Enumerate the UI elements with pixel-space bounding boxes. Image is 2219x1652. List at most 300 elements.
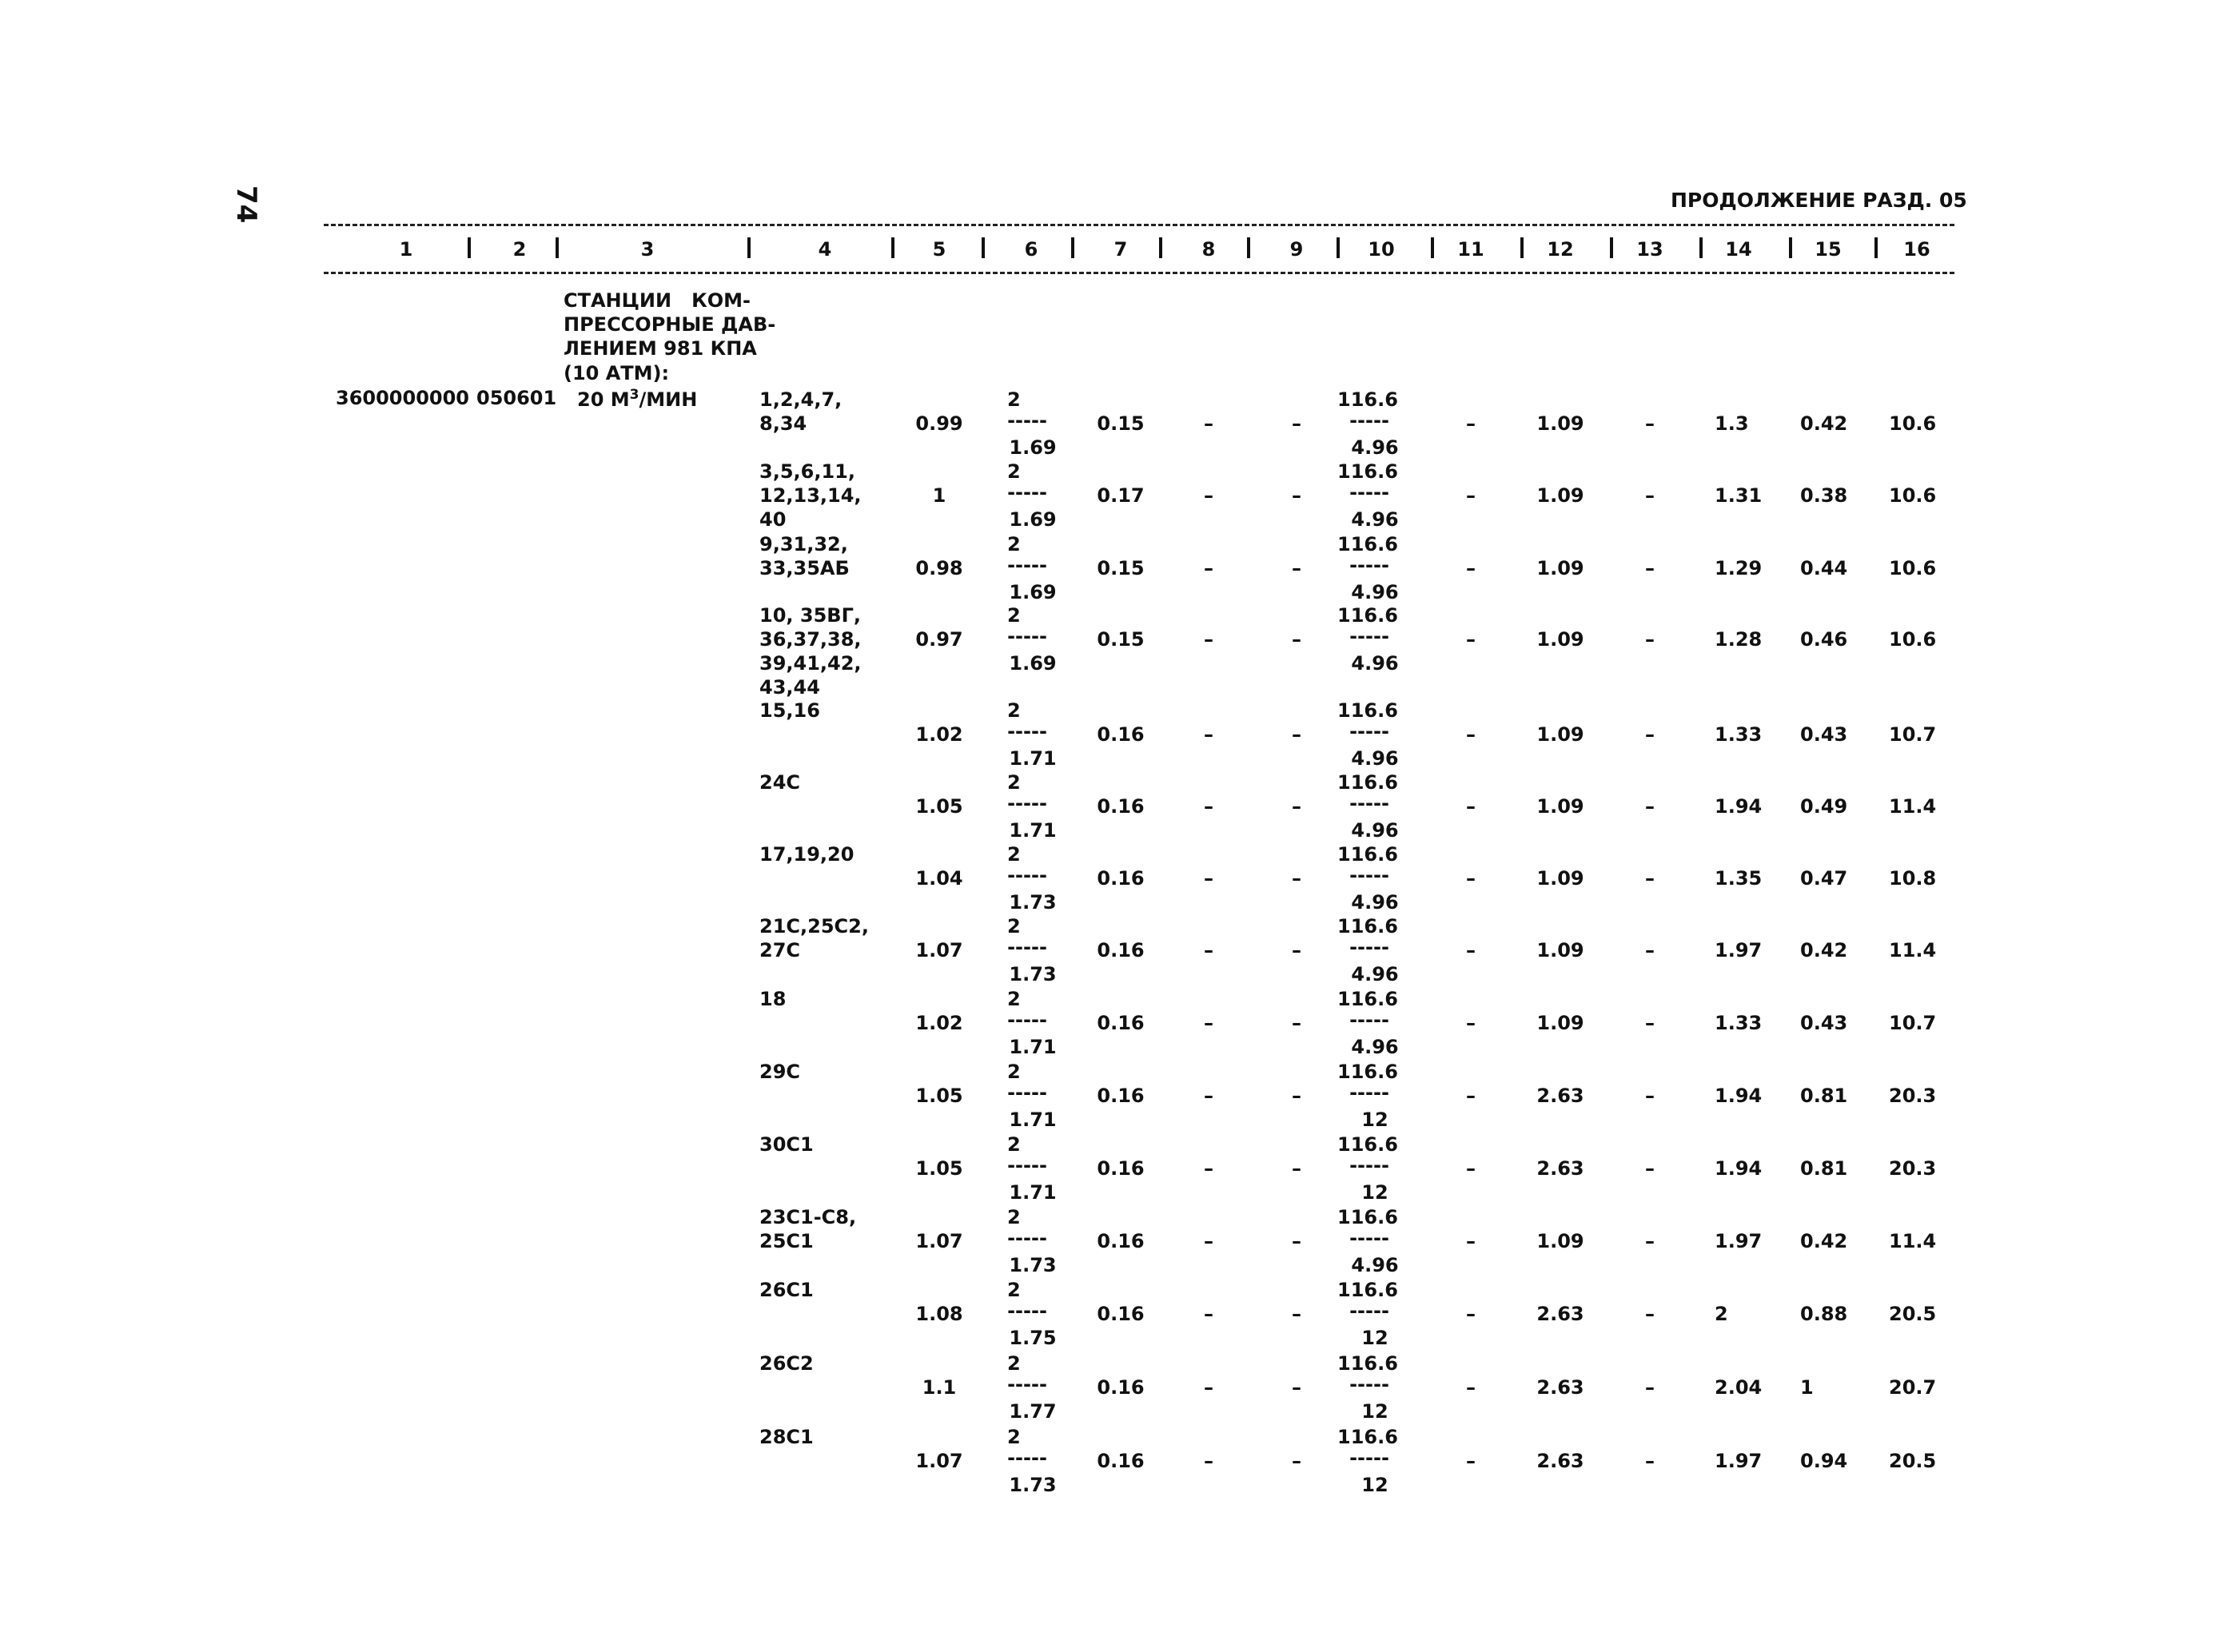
column-header: 5: [932, 238, 946, 261]
cell-col14: 1.35: [1715, 867, 1763, 890]
cell-col9: –: [1292, 795, 1301, 818]
cell-col16: 11.4: [1889, 795, 1937, 818]
cell-col15: 0.42: [1800, 412, 1848, 435]
cell-col12: 1.09: [1536, 723, 1584, 746]
cell-col12: 1.09: [1536, 1012, 1584, 1034]
cell-col9: –: [1292, 557, 1301, 579]
cell-col14: 1.33: [1715, 723, 1763, 746]
cell-col7: 0.16: [1097, 1012, 1145, 1034]
group-name-line-2: ПРЕССОРНЫЕ ДАВ-: [564, 313, 776, 336]
cell-col10-fraction-bar: -----: [1349, 1081, 1389, 1104]
cell-col10-fraction-bar: -----: [1349, 864, 1389, 886]
cell-col5: 1.07: [915, 939, 963, 961]
cell-col15: 0.88: [1800, 1303, 1848, 1325]
cell-col7: 0.15: [1097, 412, 1145, 435]
cell-col6-denominator: 1.77: [1009, 1400, 1057, 1423]
cell-col13: –: [1645, 1376, 1655, 1399]
cell-col8: –: [1204, 867, 1213, 890]
cell-col7: 0.15: [1097, 557, 1145, 579]
group-capacity: [577, 388, 697, 409]
cell-col5: 1.08: [915, 1303, 963, 1325]
column-separator: [1159, 237, 1162, 258]
cell-col6-denominator: 1.73: [1009, 963, 1057, 985]
cell-col15: 0.49: [1800, 795, 1848, 818]
region-line: 9,31,32,: [759, 533, 848, 555]
cell-col11: –: [1466, 1450, 1476, 1472]
cell-col6-fraction-bar: -----: [1007, 1009, 1047, 1031]
column-header: 10: [1368, 238, 1395, 261]
cell-col10-numerator: 116.6: [1337, 1061, 1398, 1083]
cell-col6-numerator: 2: [1007, 1352, 1021, 1375]
cell-col9: –: [1292, 628, 1301, 651]
cell-col16: 10.7: [1889, 1012, 1937, 1034]
column-header: 11: [1457, 238, 1484, 261]
column-separator: [1789, 237, 1792, 258]
cell-col6-numerator: 2: [1007, 1426, 1021, 1448]
column-separator: [556, 237, 559, 258]
cell-col12: 1.09: [1536, 867, 1584, 890]
cell-col6-fraction-bar: -----: [1007, 1154, 1047, 1176]
cell-col12: 2.63: [1536, 1376, 1584, 1399]
cell-col9: –: [1292, 1450, 1301, 1472]
cell-col11: –: [1466, 412, 1476, 435]
column-header: 3: [640, 238, 655, 261]
cell-col6-fraction-bar: -----: [1007, 720, 1047, 742]
cell-col10-fraction-bar: -----: [1349, 936, 1389, 958]
cell-col10-fraction-bar: -----: [1349, 1154, 1389, 1176]
column-header: 9: [1289, 238, 1304, 261]
column-separator: [1874, 237, 1878, 258]
cell-col9: –: [1292, 1012, 1301, 1034]
cell-col9: –: [1292, 1085, 1301, 1107]
cell-col10-denominator: 4.96: [1351, 581, 1399, 603]
cell-col10-denominator: 12: [1361, 1400, 1388, 1423]
cell-col7: 0.16: [1097, 1376, 1145, 1399]
cell-col11: –: [1466, 1230, 1476, 1252]
cell-col13: –: [1645, 1085, 1655, 1107]
cell-col10-numerator: 116.6: [1337, 843, 1398, 866]
cell-col5: 1.07: [915, 1450, 963, 1472]
capacity-superscript: 3: [629, 387, 639, 403]
cell-col16: 11.4: [1889, 1230, 1937, 1252]
cell-col10-fraction-bar: -----: [1349, 1447, 1389, 1469]
column-header: 16: [1903, 238, 1930, 261]
region-line: 3,5,6,11,: [759, 460, 855, 483]
column-header: 8: [1201, 238, 1216, 261]
cell-col8: –: [1204, 1450, 1213, 1472]
cell-col6-fraction-bar: -----: [1007, 1227, 1047, 1249]
cell-col8: –: [1204, 1230, 1213, 1252]
cell-col6-denominator: 1.71: [1009, 747, 1057, 770]
column-header: 13: [1636, 238, 1663, 261]
cell-col9: –: [1292, 723, 1301, 746]
cell-col8: –: [1204, 484, 1213, 507]
column-separator: [1699, 237, 1703, 258]
cell-col6-denominator: 1.69: [1009, 508, 1057, 531]
cell-col11: –: [1466, 484, 1476, 507]
cell-col14: 1.97: [1715, 1450, 1763, 1472]
cell-col16: 20.5: [1889, 1450, 1937, 1472]
cell-col6-fraction-bar: -----: [1007, 1081, 1047, 1104]
cell-col6-fraction-bar: -----: [1007, 1300, 1047, 1322]
cell-col13: –: [1645, 628, 1655, 651]
column-header: 4: [818, 238, 832, 261]
column-separator: [1071, 237, 1074, 258]
column-separator: [1247, 237, 1250, 258]
cell-col14: 1.3: [1715, 412, 1749, 435]
cell-col10-numerator: 116.6: [1337, 771, 1398, 794]
cell-col15: 1: [1800, 1376, 1814, 1399]
column-header: 2: [512, 238, 527, 261]
cell-col13: –: [1645, 867, 1655, 890]
cell-col7: 0.16: [1097, 1230, 1145, 1252]
cell-col6-numerator: 2: [1007, 1279, 1021, 1301]
cell-col10-numerator: 116.6: [1337, 988, 1398, 1010]
region-line: 10, 35ВГ,: [759, 604, 861, 627]
cell-col6-denominator: 1.69: [1009, 436, 1057, 459]
cell-col12: 2.63: [1536, 1303, 1584, 1325]
page-number: 74: [230, 185, 262, 224]
cell-col14: 2.04: [1715, 1376, 1763, 1399]
cell-col10-fraction-bar: -----: [1349, 481, 1389, 504]
cell-col14: 1.31: [1715, 484, 1763, 507]
region-line: 36,37,38,: [759, 628, 862, 651]
cell-col13: –: [1645, 1303, 1655, 1325]
cell-col5: 1.04: [915, 867, 963, 890]
cell-col15: 0.81: [1800, 1085, 1848, 1107]
cell-col15: 0.43: [1800, 723, 1848, 746]
cell-col10-fraction-bar: -----: [1349, 554, 1389, 576]
cell-col16: 20.5: [1889, 1303, 1937, 1325]
cell-col10-denominator: 4.96: [1351, 747, 1399, 770]
cell-col7: 0.16: [1097, 867, 1145, 890]
region-line: 33,35АБ: [759, 557, 850, 579]
section-title: ПРОДОЛЖЕНИЕ РАЗД. 05: [1671, 189, 1967, 212]
cell-col13: –: [1645, 412, 1655, 435]
cell-col6-numerator: 2: [1007, 533, 1021, 555]
cell-col7: 0.16: [1097, 1157, 1145, 1180]
cell-col7: 0.16: [1097, 1085, 1145, 1107]
cell-col6-numerator: 2: [1007, 460, 1021, 483]
cell-col5: 0.97: [915, 628, 963, 651]
cell-col11: –: [1466, 1157, 1476, 1180]
region-line: 24С: [759, 771, 801, 794]
cell-col14: 1.33: [1715, 1012, 1763, 1034]
cell-col7: 0.16: [1097, 1450, 1145, 1472]
cell-col10-numerator: 116.6: [1337, 915, 1398, 937]
cell-col7: 0.16: [1097, 723, 1145, 746]
cell-col13: –: [1645, 1450, 1655, 1472]
cell-col10-numerator: 116.6: [1337, 460, 1398, 483]
cell-col6-denominator: 1.71: [1009, 1109, 1057, 1131]
cell-col11: –: [1466, 795, 1476, 818]
cell-col8: –: [1204, 557, 1213, 579]
cell-col15: 0.47: [1800, 867, 1848, 890]
cell-col5: 1.05: [915, 1157, 963, 1180]
region-line: 23С1-С8,: [759, 1206, 857, 1228]
column-separator: [1337, 237, 1340, 258]
cell-col15: 0.43: [1800, 1012, 1848, 1034]
cell-col10-denominator: 4.96: [1351, 891, 1399, 914]
cell-col5: 0.98: [915, 557, 963, 579]
cell-col13: –: [1645, 1012, 1655, 1034]
cell-col14: 1.94: [1715, 1085, 1763, 1107]
column-header: 14: [1725, 238, 1752, 261]
cell-col11: –: [1466, 557, 1476, 579]
cell-col13: –: [1645, 557, 1655, 579]
cell-col10-fraction-bar: -----: [1349, 1300, 1389, 1322]
cell-col16: 10.7: [1889, 723, 1937, 746]
cell-col9: –: [1292, 412, 1301, 435]
region-line: 8,34: [759, 412, 807, 435]
cell-col5: 1.02: [915, 723, 963, 746]
cell-col9: –: [1292, 1303, 1301, 1325]
cell-col15: 0.38: [1800, 484, 1848, 507]
capacity-suffix: /МИН: [639, 388, 698, 411]
cell-col14: 2: [1715, 1303, 1728, 1325]
cell-col15: 0.46: [1800, 628, 1848, 651]
cell-col14: 1.28: [1715, 628, 1763, 651]
cell-col5: 1.05: [915, 1085, 963, 1107]
cell-col9: –: [1292, 939, 1301, 961]
cell-col8: –: [1204, 1376, 1213, 1399]
region-line: 29С: [759, 1061, 801, 1083]
region-line: 25С1: [759, 1230, 814, 1252]
cell-col7: 0.16: [1097, 1303, 1145, 1325]
cell-col16: 10.6: [1889, 628, 1937, 651]
cell-col16: 20.3: [1889, 1085, 1937, 1107]
cell-col14: 1.94: [1715, 1157, 1763, 1180]
cell-col10-denominator: 4.96: [1351, 819, 1399, 842]
cell-col6-fraction-bar: -----: [1007, 1447, 1047, 1469]
cell-col5: 1: [932, 484, 946, 507]
cell-col6-denominator: 1.75: [1009, 1327, 1057, 1349]
cell-col8: –: [1204, 1012, 1213, 1034]
cell-col16: 10.6: [1889, 484, 1937, 507]
cell-col12: 2.63: [1536, 1085, 1584, 1107]
cell-col10-fraction-bar: -----: [1349, 792, 1389, 814]
cell-col16: 10.6: [1889, 412, 1937, 435]
cell-col6-numerator: 2: [1007, 604, 1021, 627]
region-line: 27С: [759, 939, 801, 961]
column-separator: [747, 237, 751, 258]
cell-col6-numerator: 2: [1007, 1133, 1021, 1156]
cell-col11: –: [1466, 1303, 1476, 1325]
cell-col6-denominator: 1.69: [1009, 581, 1057, 603]
column-header: 6: [1024, 238, 1038, 261]
cell-col6-denominator: 1.71: [1009, 1181, 1057, 1204]
column-separator: [1610, 237, 1613, 258]
cell-col10-numerator: 116.6: [1337, 388, 1398, 411]
cell-col6-numerator: 2: [1007, 843, 1021, 866]
cell-col6-fraction-bar: -----: [1007, 481, 1047, 504]
cell-col6-denominator: 1.73: [1009, 891, 1057, 914]
cell-col7: 0.17: [1097, 484, 1145, 507]
cell-col6-numerator: 2: [1007, 771, 1021, 794]
group-name-line-3: ЛЕНИЕМ 981 КПА: [564, 337, 757, 360]
cell-col9: –: [1292, 1376, 1301, 1399]
cell-col9: –: [1292, 1157, 1301, 1180]
cell-col11: –: [1466, 628, 1476, 651]
cell-col12: 1.09: [1536, 939, 1584, 961]
cell-col6-fraction-bar: -----: [1007, 936, 1047, 958]
cell-col6-fraction-bar: -----: [1007, 1373, 1047, 1395]
column-separator: [891, 237, 894, 258]
cell-col10-fraction-bar: -----: [1349, 1009, 1389, 1031]
cell-col6-numerator: 2: [1007, 988, 1021, 1010]
cell-col12: 1.09: [1536, 795, 1584, 818]
cell-col9: –: [1292, 1230, 1301, 1252]
region-line: 39,41,42,: [759, 652, 862, 675]
cell-col10-numerator: 116.6: [1337, 1133, 1398, 1156]
cell-col15: 0.44: [1800, 557, 1848, 579]
cell-col10-denominator: 12: [1361, 1181, 1388, 1204]
column-header: 1: [399, 238, 413, 261]
cell-col10-numerator: 116.6: [1337, 1352, 1398, 1375]
cell-col6-fraction-bar: -----: [1007, 409, 1047, 432]
cell-col7: 0.16: [1097, 795, 1145, 818]
column-separator: [468, 237, 471, 258]
header-top-rule: [324, 224, 1954, 226]
cell-col8: –: [1204, 723, 1213, 746]
cell-col8: –: [1204, 1157, 1213, 1180]
column-header: 15: [1815, 238, 1842, 261]
cell-col10-numerator: 116.6: [1337, 1206, 1398, 1228]
cell-col5: 1.07: [915, 1230, 963, 1252]
cell-col10-denominator: 4.96: [1351, 963, 1399, 985]
cell-col10-denominator: 4.96: [1351, 652, 1399, 675]
cell-col11: –: [1466, 939, 1476, 961]
cell-col10-numerator: 116.6: [1337, 1279, 1398, 1301]
cell-col12: 1.09: [1536, 412, 1584, 435]
cell-col10-numerator: 116.6: [1337, 699, 1398, 722]
region-line: 17,19,20: [759, 843, 855, 866]
cell-col8: –: [1204, 628, 1213, 651]
cell-col5: 0.99: [915, 412, 963, 435]
cell-col6-numerator: 2: [1007, 1061, 1021, 1083]
group-code-1: 3600000000: [336, 387, 469, 409]
cell-col13: –: [1645, 723, 1655, 746]
column-separator: [1431, 237, 1434, 258]
cell-col10-numerator: 116.6: [1337, 533, 1398, 555]
cell-col10-numerator: 116.6: [1337, 604, 1398, 627]
region-line: 18: [759, 988, 787, 1010]
cell-col6-denominator: 1.71: [1009, 819, 1057, 842]
cell-col6-numerator: 2: [1007, 1206, 1021, 1228]
cell-col8: –: [1204, 412, 1213, 435]
region-line: 15,16: [759, 699, 820, 722]
cell-col6-fraction-bar: -----: [1007, 792, 1047, 814]
cell-col9: –: [1292, 484, 1301, 507]
region-line: 26С2: [759, 1352, 814, 1375]
cell-col10-fraction-bar: -----: [1349, 720, 1389, 742]
cell-col13: –: [1645, 1157, 1655, 1180]
cell-col13: –: [1645, 795, 1655, 818]
header-bottom-rule: [324, 272, 1954, 274]
group-code-2: 050601: [476, 387, 557, 409]
cell-col10-denominator: 12: [1361, 1109, 1388, 1131]
region-line: 28С1: [759, 1426, 814, 1448]
cell-col9: –: [1292, 867, 1301, 890]
cell-col8: –: [1204, 1303, 1213, 1325]
cell-col5: 1.1: [922, 1376, 957, 1399]
cell-col13: –: [1645, 939, 1655, 961]
cell-col13: –: [1645, 484, 1655, 507]
cell-col10-fraction-bar: -----: [1349, 1373, 1389, 1395]
cell-col16: 20.3: [1889, 1157, 1937, 1180]
cell-col5: 1.02: [915, 1012, 963, 1034]
cell-col8: –: [1204, 795, 1213, 818]
region-line: 43,44: [759, 676, 820, 699]
cell-col8: –: [1204, 939, 1213, 961]
column-header: 12: [1547, 238, 1574, 261]
region-line: 30С1: [759, 1133, 814, 1156]
cell-col6-denominator: 1.71: [1009, 1036, 1057, 1058]
cell-col10-numerator: 116.6: [1337, 1426, 1398, 1448]
cell-col6-numerator: 2: [1007, 915, 1021, 937]
cell-col12: 2.63: [1536, 1450, 1584, 1472]
cell-col6-denominator: 1.73: [1009, 1254, 1057, 1276]
region-line: 1,2,4,7,: [759, 388, 843, 411]
cell-col12: 1.09: [1536, 557, 1584, 579]
cell-col15: 0.94: [1800, 1450, 1848, 1472]
cell-col10-fraction-bar: -----: [1349, 625, 1389, 647]
group-name-line-4: (10 АТМ):: [564, 362, 670, 384]
cell-col11: –: [1466, 1376, 1476, 1399]
capacity-prefix: 20 М: [577, 388, 630, 411]
cell-col12: 1.09: [1536, 484, 1584, 507]
region-line: 21С,25С2,: [759, 915, 869, 937]
cell-col10-denominator: 12: [1361, 1327, 1388, 1349]
cell-col15: 0.81: [1800, 1157, 1848, 1180]
cell-col16: 11.4: [1889, 939, 1937, 961]
cell-col14: 1.29: [1715, 557, 1763, 579]
group-name-line-1: СТАНЦИИ КОМ-: [564, 289, 751, 312]
cell-col5: 1.05: [915, 795, 963, 818]
column-separator: [982, 237, 985, 258]
cell-col14: 1.94: [1715, 795, 1763, 818]
cell-col16: 20.7: [1889, 1376, 1937, 1399]
cell-col12: 1.09: [1536, 1230, 1584, 1252]
cell-col11: –: [1466, 867, 1476, 890]
cell-col6-numerator: 2: [1007, 388, 1021, 411]
cell-col7: 0.16: [1097, 939, 1145, 961]
cell-col10-fraction-bar: -----: [1349, 409, 1389, 432]
cell-col8: –: [1204, 1085, 1213, 1107]
cell-col10-denominator: 4.96: [1351, 1254, 1399, 1276]
cell-col12: 2.63: [1536, 1157, 1584, 1180]
cell-col11: –: [1466, 1085, 1476, 1107]
region-line: 40: [759, 508, 787, 531]
cell-col11: –: [1466, 1012, 1476, 1034]
cell-col7: 0.15: [1097, 628, 1145, 651]
cell-col10-denominator: 4.96: [1351, 1036, 1399, 1058]
cell-col10-fraction-bar: -----: [1349, 1227, 1389, 1249]
cell-col16: 10.6: [1889, 557, 1937, 579]
column-separator: [1520, 237, 1524, 258]
cell-col6-fraction-bar: -----: [1007, 554, 1047, 576]
cell-col12: 1.09: [1536, 628, 1584, 651]
cell-col6-denominator: 1.73: [1009, 1474, 1057, 1496]
cell-col14: 1.97: [1715, 939, 1763, 961]
cell-col14: 1.97: [1715, 1230, 1763, 1252]
cell-col6-fraction-bar: -----: [1007, 625, 1047, 647]
cell-col13: –: [1645, 1230, 1655, 1252]
cell-col11: –: [1466, 723, 1476, 746]
cell-col16: 10.8: [1889, 867, 1937, 890]
cell-col6-denominator: 1.69: [1009, 652, 1057, 675]
column-header: 7: [1113, 238, 1128, 261]
